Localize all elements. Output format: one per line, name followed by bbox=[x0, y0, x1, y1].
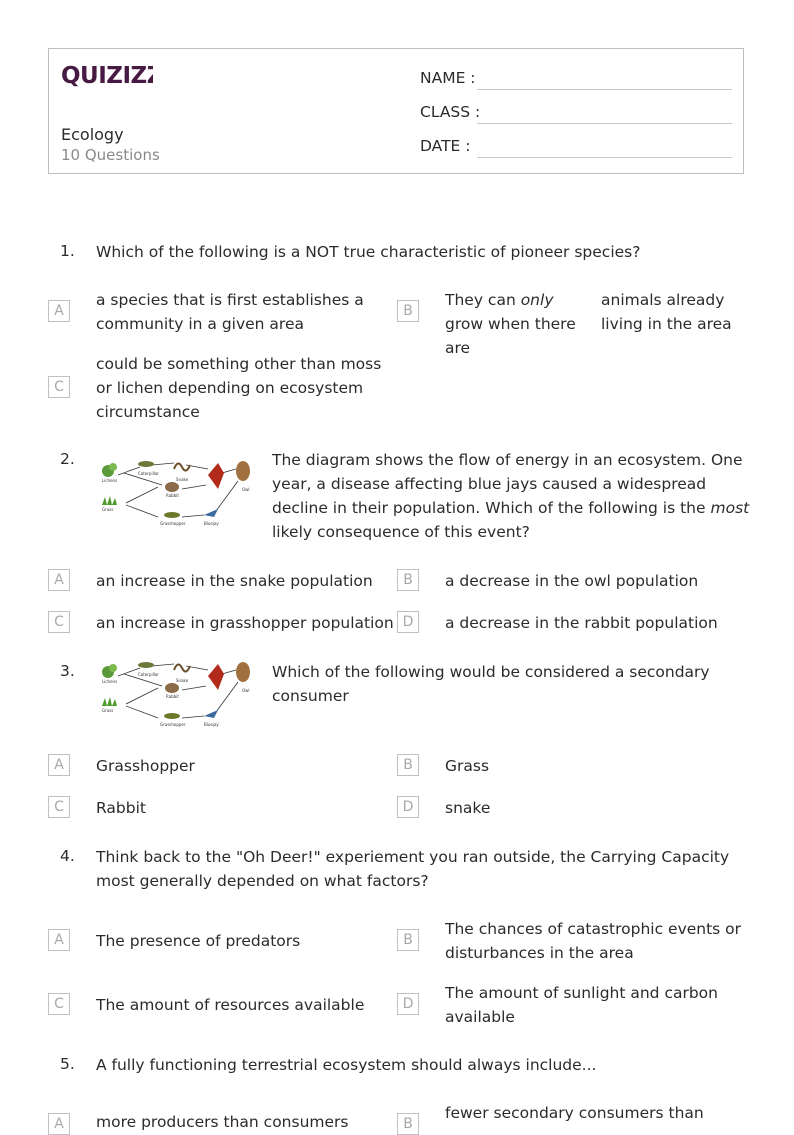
diagram-label: Owl bbox=[242, 487, 250, 492]
option-text: Grass bbox=[445, 757, 490, 775]
diagram-label: Grasshopper bbox=[160, 722, 186, 727]
option-text: a decrease in the owl population bbox=[445, 572, 699, 590]
question-count: 10 Questions bbox=[61, 146, 160, 164]
option-text: Rabbit bbox=[96, 799, 146, 817]
name-line[interactable] bbox=[477, 89, 732, 90]
snake-icon bbox=[174, 463, 190, 470]
option-text: fewer secondary consumers than bbox=[445, 1104, 704, 1122]
owl-icon bbox=[236, 461, 250, 481]
option-letter-box[interactable]: D bbox=[397, 993, 419, 1015]
option-letter-box[interactable]: D bbox=[397, 796, 419, 818]
diagram-label: Rabbit bbox=[166, 493, 179, 498]
option-letter-box[interactable]: B bbox=[397, 300, 419, 322]
option-text: a species that is first establishes a community in a given area bbox=[96, 291, 364, 333]
option-letter-box[interactable]: D bbox=[397, 611, 419, 633]
option-text: snake bbox=[445, 799, 491, 817]
diagram-label: Snake bbox=[176, 477, 189, 482]
worksheet-title: Ecology bbox=[61, 125, 124, 144]
question-number: 5. bbox=[60, 1055, 75, 1073]
question-number: 2. bbox=[60, 450, 75, 468]
snake-icon bbox=[174, 664, 190, 671]
svg-text:QUIZIZZ: QUIZIZZ bbox=[61, 63, 153, 89]
option-letter-box[interactable]: C bbox=[48, 376, 70, 398]
option-text: The presence of predators bbox=[96, 932, 301, 950]
diagram-label: Caterpillar bbox=[138, 672, 159, 677]
quizizz-logo bbox=[61, 61, 153, 93]
option-letter-box[interactable]: A bbox=[48, 569, 70, 591]
option-letter-box[interactable]: A bbox=[48, 1113, 70, 1135]
option-text: The amount of resources available bbox=[96, 996, 365, 1014]
date-label: DATE : bbox=[420, 137, 471, 155]
name-label: NAME : bbox=[420, 69, 476, 87]
option-text: Grasshopper bbox=[96, 757, 195, 775]
option-letter-box[interactable]: B bbox=[397, 754, 419, 776]
caterpillar-icon bbox=[138, 662, 154, 668]
diagram-label: Lichens bbox=[102, 679, 118, 684]
option-text: They can only grow when there are bbox=[445, 291, 576, 357]
option-text-continued: animals already living in the area bbox=[601, 291, 732, 333]
option-text: The amount of sunlight and carbon available bbox=[445, 984, 718, 1026]
question-number: 3. bbox=[60, 662, 75, 680]
diagram-label: Lichens bbox=[102, 478, 118, 483]
food-web-diagram bbox=[96, 455, 258, 531]
diagram-label: Snake bbox=[176, 678, 189, 683]
class-label: CLASS : bbox=[420, 103, 481, 121]
option-letter-box[interactable]: B bbox=[397, 1113, 419, 1135]
grass-icon bbox=[102, 697, 117, 706]
owl-icon bbox=[236, 662, 250, 682]
option-letter-box[interactable]: A bbox=[48, 929, 70, 951]
lichens-icon bbox=[102, 463, 117, 477]
diagram-label: Grass bbox=[102, 708, 114, 713]
option-letter-box[interactable]: A bbox=[48, 300, 70, 322]
rabbit-icon bbox=[165, 482, 179, 492]
diagram-label: Grasshopper bbox=[160, 521, 186, 526]
option-text: The chances of catastrophic events or disturbances in the area bbox=[445, 920, 742, 962]
question-text: Think back to the "Oh Deer!" experiement you ran outside, the Carrying Capacity most generally depended on what factors? bbox=[96, 848, 730, 890]
grasshopper-icon bbox=[164, 512, 180, 518]
quizizz-logo-mark bbox=[61, 61, 153, 89]
question-text: The diagram shows the flow of energy in an ecosystem. One year, a disease affecting blue jays caused a widespread decline in their population. Which of the following is the most likely consequence of this event? bbox=[272, 451, 750, 541]
class-line[interactable] bbox=[477, 123, 732, 124]
option-text: more producers than consumers bbox=[96, 1113, 349, 1131]
option-text: could be something other than moss or lichen depending on ecosystem circumstance bbox=[96, 355, 382, 421]
option-letter-box[interactable]: C bbox=[48, 796, 70, 818]
question-number: 1. bbox=[60, 242, 75, 260]
grasshopper-icon bbox=[164, 713, 180, 719]
option-text: an increase in the snake population bbox=[96, 572, 373, 590]
date-line[interactable] bbox=[477, 157, 732, 158]
option-text: an increase in grasshopper population bbox=[96, 614, 394, 632]
diagram-label: Bluejay bbox=[204, 722, 219, 727]
hawk-icon bbox=[208, 463, 224, 489]
diagram-label: Rabbit bbox=[166, 694, 179, 699]
diagram-label: Bluejay bbox=[204, 521, 219, 526]
food-web-diagram bbox=[96, 656, 258, 732]
caterpillar-icon bbox=[138, 461, 154, 467]
option-letter-box[interactable]: B bbox=[397, 569, 419, 591]
diagram-label: Owl bbox=[242, 688, 250, 693]
worksheet-header bbox=[48, 48, 744, 174]
rabbit-icon bbox=[165, 683, 179, 693]
bluejay-icon bbox=[204, 509, 218, 517]
option-letter-box[interactable]: C bbox=[48, 993, 70, 1015]
grass-icon bbox=[102, 496, 117, 505]
bluejay-icon bbox=[204, 710, 218, 718]
question-text: A fully functioning terrestrial ecosystem should always include... bbox=[96, 1056, 597, 1074]
diagram-label: Grass bbox=[102, 507, 114, 512]
option-text: a decrease in the rabbit population bbox=[445, 614, 718, 632]
option-letter-box[interactable]: C bbox=[48, 611, 70, 633]
question-number: 4. bbox=[60, 847, 75, 865]
diagram-label: Caterpillar bbox=[138, 471, 159, 476]
option-letter-box[interactable]: B bbox=[397, 929, 419, 951]
question-text: Which of the following would be considered a secondary consumer bbox=[272, 663, 710, 705]
question-text: Which of the following is a NOT true characteristic of pioneer species? bbox=[96, 243, 641, 261]
hawk-icon bbox=[208, 664, 224, 690]
option-letter-box[interactable]: A bbox=[48, 754, 70, 776]
lichens-icon bbox=[102, 664, 117, 678]
